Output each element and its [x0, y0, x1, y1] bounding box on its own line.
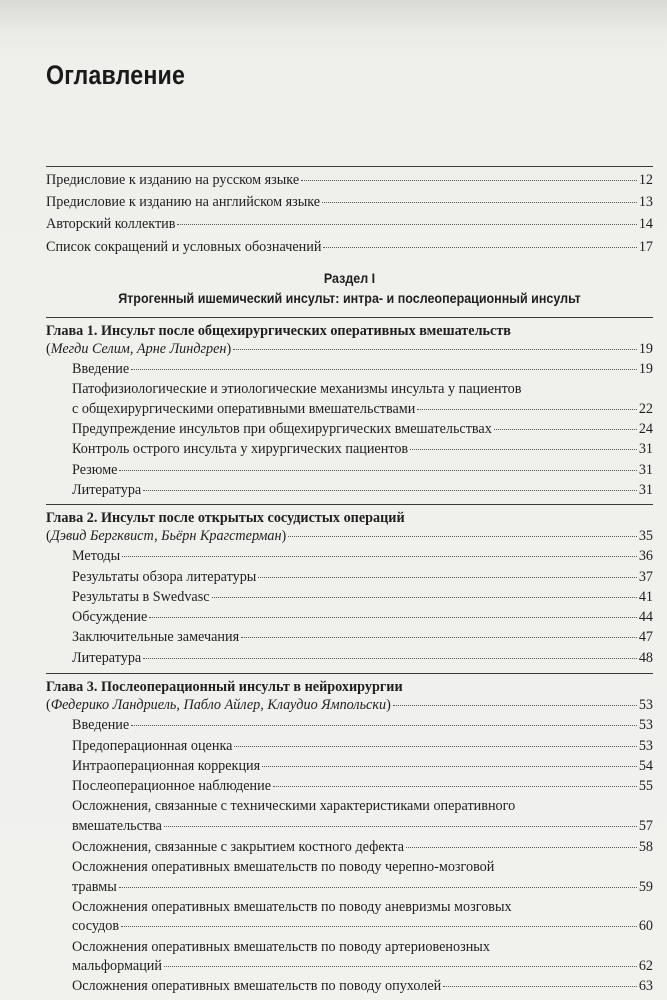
- entry-title: Предисловие к изданию на русском языке: [46, 172, 300, 188]
- entry-page: 54: [638, 758, 653, 774]
- chapter-divider: [46, 673, 653, 674]
- entry-page: 53: [638, 738, 653, 754]
- toc-entry[interactable]: [72, 648, 653, 668]
- toc-entry[interactable]: [72, 756, 653, 776]
- entry-title: с общехирургическими оперативными вмешательствами: [72, 401, 416, 417]
- toc-entry[interactable]: [72, 776, 653, 796]
- entry-title: травмы: [72, 879, 117, 895]
- entry-page: 53: [638, 697, 653, 713]
- chapter-3-authors: (Федерико Ландриель, Пабло Айлер, Клаудио Ямпольски) 53: [46, 697, 653, 713]
- entry-title: Интраоперационная коррекция: [72, 758, 261, 774]
- entry-title: Послеоперационное наблюдение: [72, 778, 272, 794]
- entry-title: Осложнения оперативных вмешательств по поводу опухолей: [72, 978, 442, 994]
- entry-page: 17: [638, 239, 653, 255]
- entry-page: 41: [638, 589, 653, 605]
- chapter-2-authors: (Дэвид Бергквист, Бьёрн Крагстерман) 35: [46, 528, 653, 544]
- entry-page: 22: [638, 401, 653, 417]
- entry-title: сосудов: [72, 918, 120, 934]
- toc-entry[interactable]: [72, 837, 653, 857]
- toc-entry[interactable]: [72, 627, 653, 647]
- toc-entry[interactable]: [46, 170, 653, 190]
- toc-entry[interactable]: [72, 419, 653, 439]
- entry-page: 19: [638, 341, 653, 357]
- entry-page: 31: [638, 462, 653, 478]
- toc-entry[interactable]: [72, 976, 653, 996]
- entry-page: 14: [638, 216, 653, 232]
- entry-title: мальформаций: [72, 958, 162, 974]
- entry-title[interactable]: Осложнения оперативных вмешательств по поводу черепно-мозговой: [72, 859, 495, 875]
- entry-title: Предупреждение инсультов при общехирургических вмешательствах: [72, 421, 492, 437]
- authors: Федерико Ландриель, Пабло Айлер, Клаудио Ямпольски: [50, 697, 387, 713]
- toc-entry[interactable]: [72, 460, 653, 480]
- entry-page: 12: [638, 172, 653, 188]
- toc-entry[interactable]: [72, 399, 653, 419]
- toc-entry[interactable]: [72, 736, 653, 756]
- entry-title: вмешательства: [72, 818, 162, 834]
- entry-title: Осложнения, связанные с закрытием костного дефекта: [72, 839, 404, 855]
- section-title: Ятрогенный ишемический инсульт: интра- и послеоперационный инсульт: [118, 291, 581, 306]
- toc-entry[interactable]: [72, 546, 653, 566]
- toc-entry[interactable]: [72, 480, 653, 500]
- entry-page: 47: [638, 629, 653, 645]
- authors: Дэвид Бергквист, Бьёрн Крагстерман: [50, 528, 282, 544]
- entry-page: 24: [638, 421, 653, 437]
- entry-title[interactable]: Осложнения оперативных вмешательств по поводу аневризмы мозговых: [72, 899, 512, 915]
- toc-entry[interactable]: [72, 587, 653, 607]
- entry-page: 37: [638, 569, 653, 585]
- entry-title[interactable]: Патофизиологические и этиологические механизмы инсульта у пациентов: [72, 381, 522, 397]
- toc-entry[interactable]: [72, 439, 653, 459]
- toc-entry[interactable]: [72, 956, 653, 976]
- toc-entry[interactable]: [72, 916, 653, 936]
- toc-entry[interactable]: [46, 237, 653, 257]
- entry-title[interactable]: Осложнения, связанные с техническими характеристиками оперативного: [72, 798, 516, 814]
- entry-title: Список сокращений и условных обозначений: [46, 239, 322, 255]
- chapter-1-title[interactable]: Глава 1. Инсульт после общехирургических оперативных вмешательств: [46, 323, 511, 339]
- chapter-3-title[interactable]: Глава 3. Послеоперационный инсульт в нейрохирургии: [46, 679, 403, 695]
- entry-title: Предисловие к изданию на английском языке: [46, 194, 321, 210]
- entry-title: Заключительные замечания: [72, 629, 240, 645]
- page-title: Оглавление: [46, 60, 186, 90]
- entry-title: Введение: [72, 717, 130, 733]
- toc-entry[interactable]: [72, 607, 653, 627]
- entry-page: 55: [638, 778, 653, 794]
- toc-entry[interactable]: [46, 214, 653, 234]
- entry-page: 63: [638, 978, 653, 994]
- divider-top: [46, 166, 653, 167]
- entry-page: 57: [638, 818, 653, 834]
- entry-page: 48: [638, 650, 653, 666]
- entry-page: 31: [638, 482, 653, 498]
- toc-entry[interactable]: [72, 816, 653, 836]
- entry-page: 19: [638, 361, 653, 377]
- chapter-divider: [46, 317, 653, 318]
- entry-title: Предоперационная оценка: [72, 738, 233, 754]
- entry-title: Результаты обзора литературы: [72, 569, 257, 585]
- entry-page: 44: [638, 609, 653, 625]
- entry-page: 13: [638, 194, 653, 210]
- entry-page: 62: [638, 958, 653, 974]
- page-top-edge: [0, 0, 667, 30]
- section-label: Раздел I: [323, 271, 376, 286]
- entry-page: 59: [638, 879, 653, 895]
- toc-entry[interactable]: [72, 359, 653, 379]
- entry-title: Обсуждение: [72, 609, 148, 625]
- chapter-divider: [46, 504, 653, 505]
- entry-title: Авторский коллектив: [46, 216, 176, 232]
- entry-title: Литература: [72, 650, 142, 666]
- chapter-2-title[interactable]: Глава 2. Инсульт после открытых сосудистых операций: [46, 510, 405, 526]
- entry-title: Контроль острого инсульта у хирургических пациентов: [72, 441, 409, 457]
- entry-page: 60: [638, 918, 653, 934]
- chapter-1-authors: (Мегди Селим, Арне Линдгрен) 19: [46, 341, 653, 357]
- authors: Мегди Селим, Арне Линдгрен: [50, 341, 227, 357]
- entry-title: Резюме: [72, 462, 118, 478]
- entry-page: 35: [638, 528, 653, 544]
- toc-entry[interactable]: [72, 715, 653, 735]
- entry-title[interactable]: Осложнения оперативных вмешательств по поводу артериовенозных: [72, 939, 490, 955]
- entry-page: 53: [638, 717, 653, 733]
- entry-title: Введение: [72, 361, 130, 377]
- entry-page: 36: [638, 548, 653, 564]
- entry-page: 31: [638, 441, 653, 457]
- entry-title: Результаты в Swedvasc: [72, 589, 210, 605]
- toc-entry[interactable]: [72, 567, 653, 587]
- entry-title: Методы: [72, 548, 121, 564]
- entry-page: 58: [638, 839, 653, 855]
- entry-title: Литература: [72, 482, 142, 498]
- toc-entry[interactable]: [46, 192, 653, 212]
- toc-entry[interactable]: [72, 877, 653, 897]
